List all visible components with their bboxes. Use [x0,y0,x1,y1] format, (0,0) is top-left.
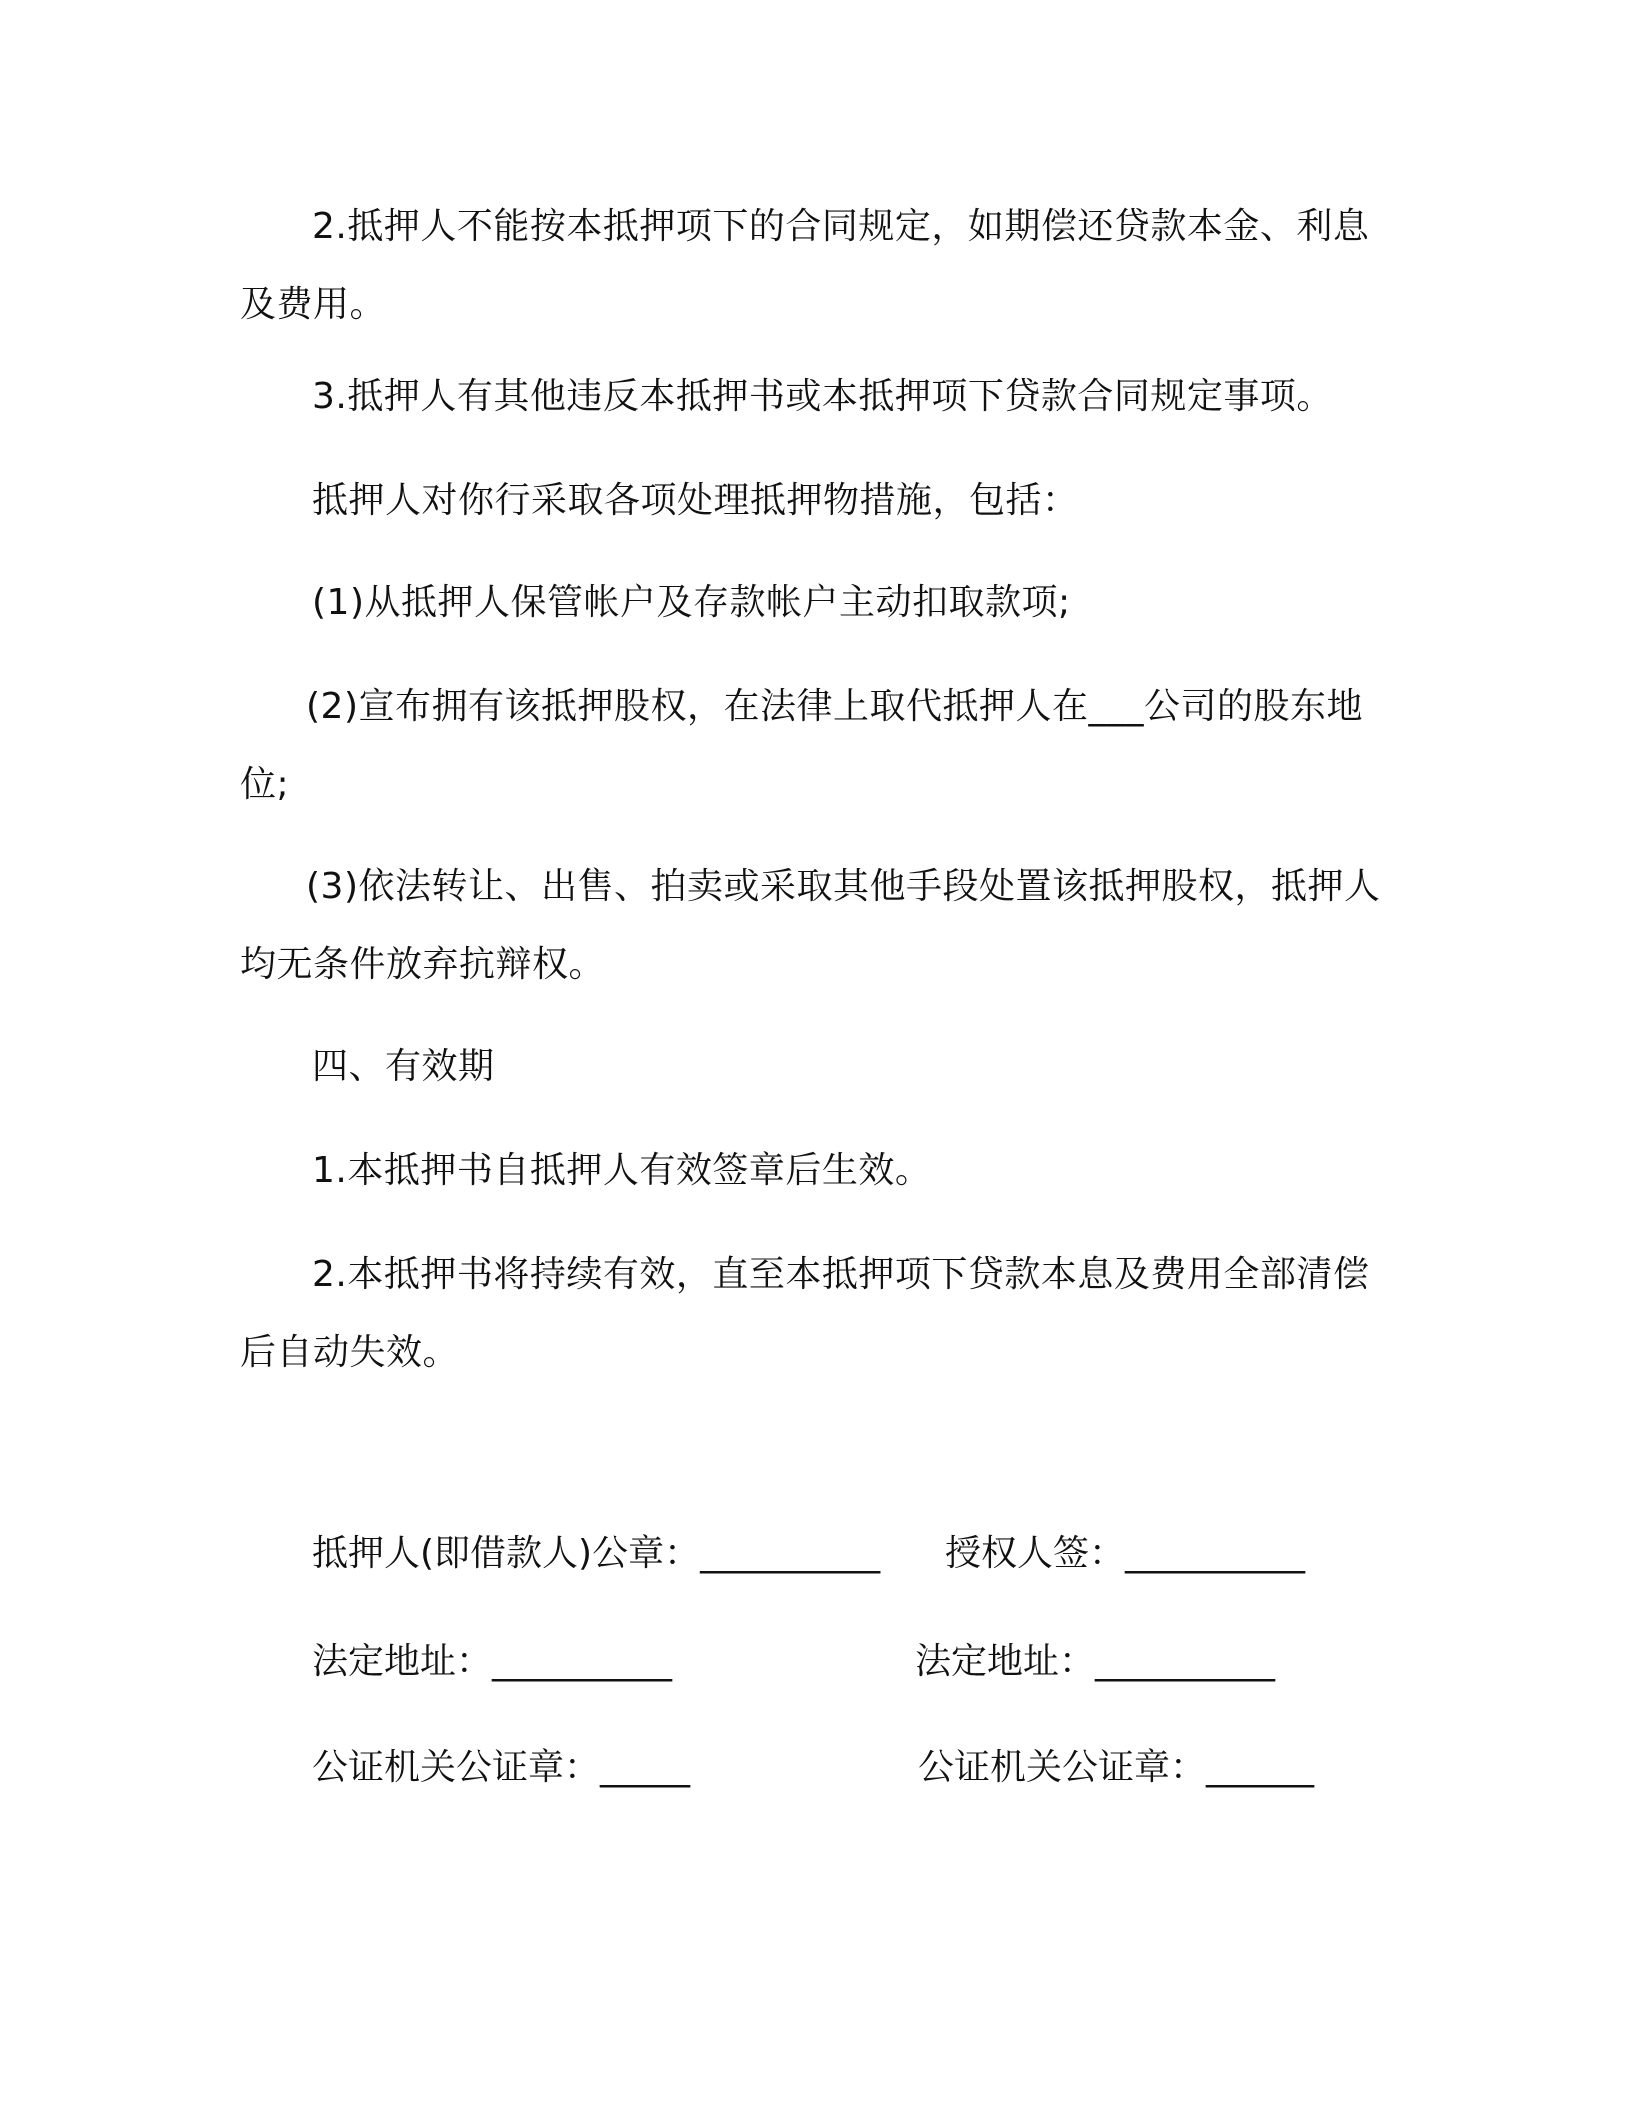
signature-left-notary-seal: 公证机关公证章：_____ [312,1747,691,1788]
signature-right-notary-seal: 公证机关公证章：______ [918,1747,1315,1788]
signature-authorized-person: 授权人签：__________ [945,1533,1306,1574]
signature-left-address: 法定地址：__________ [312,1641,673,1682]
paragraph-other-breach: 3.抵押人有其他违反本抵押书或本抵押项下贷款合同规定事项。 [312,376,1333,417]
paragraph-measure-3: (3)依法转让、出售、拍卖或采取其他手段处置该抵押股权，抵押人均无条件放弃抗辩权。 [240,866,1381,985]
paragraph-validity-1: 1.本抵押书自抵押人有效签章后生效。 [312,1150,932,1191]
paragraph-measures-intro: 抵押人对你行采取各项处理抵押物措施，包括： [312,480,1079,521]
paragraph-validity-2: 2.本抵押书将持续有效，直至本抵押项下贷款本息及费用全部清偿后自动失效。 [240,1254,1370,1373]
signature-mortgagor-seal: 抵押人(即借款人)公章：__________ [312,1533,881,1574]
signature-right-address: 法定地址：__________ [915,1641,1276,1682]
paragraph-measure-1: (1)从抵押人保管帐户及存款帐户主动扣取款项; [312,582,1071,623]
paragraph-repayment-default: 2.抵押人不能按本抵押项下的合同规定，如期偿还贷款本金、利息及费用。 [240,206,1370,325]
paragraph-measure-2: (2)宣布拥有该抵押股权，在法律上取代抵押人在___公司的股东地位; [240,686,1363,805]
section-heading-validity: 四、有效期 [312,1046,495,1087]
